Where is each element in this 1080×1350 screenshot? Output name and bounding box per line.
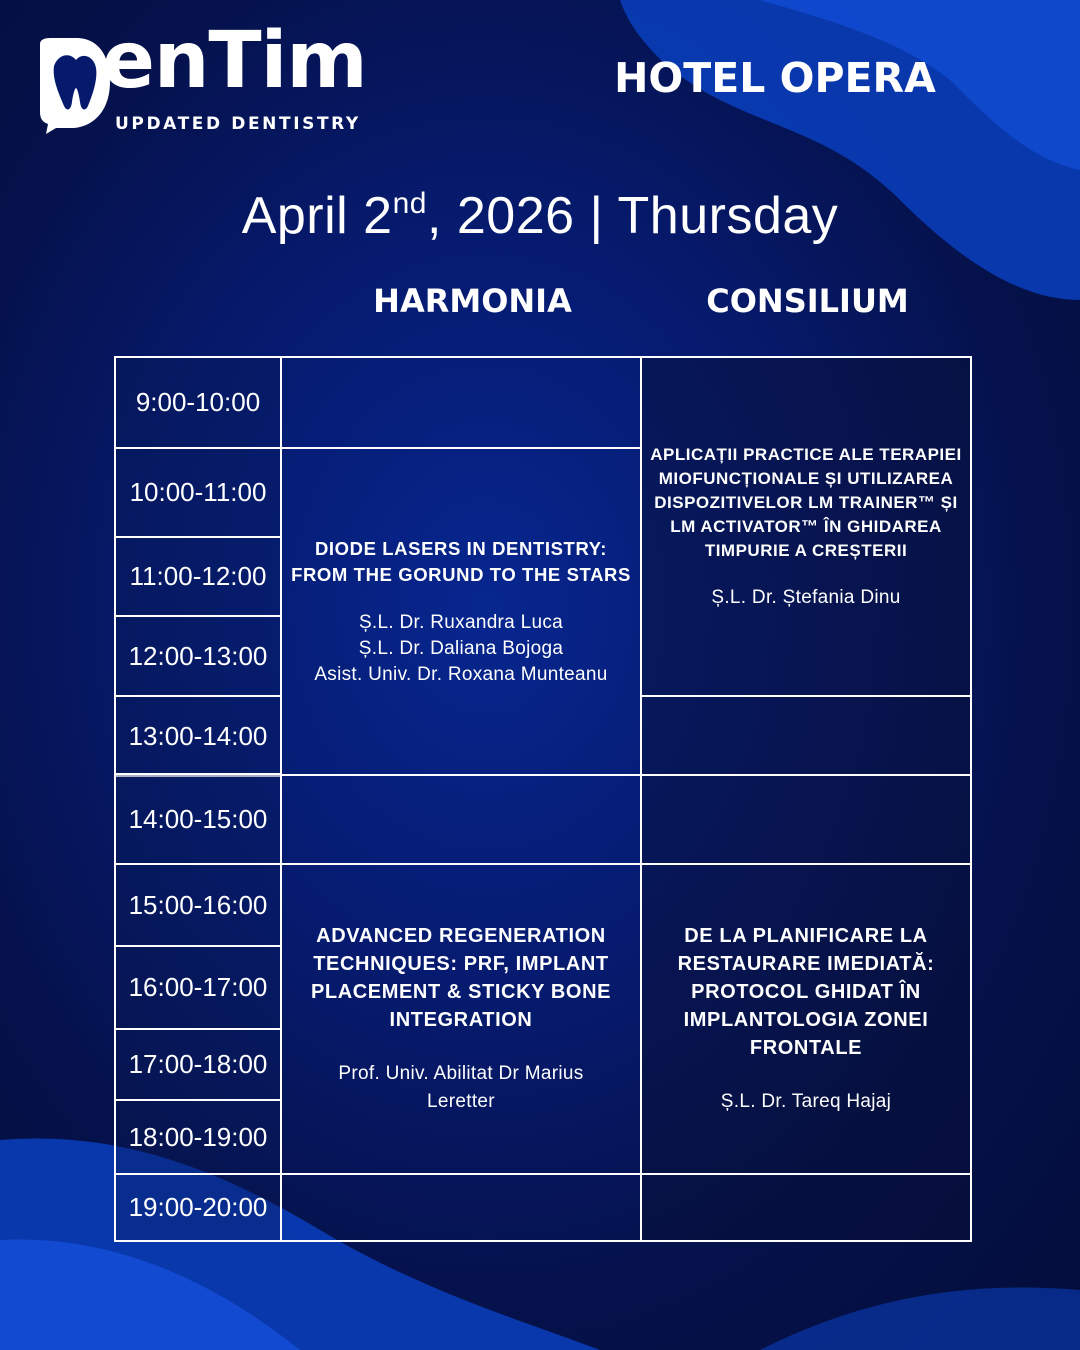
time-slot: 16:00-17:00	[114, 945, 282, 1030]
time-slot: 11:00-12:00	[114, 536, 282, 617]
speaker-name: Ș.L. Dr. Ruxandra Luca	[358, 611, 564, 633]
session-speakers	[711, 585, 900, 611]
speaker-name: Asist. Univ. Dr. Roxana Munteanu	[314, 663, 608, 685]
speaker-name: Ș.L. Dr. Tareq Hajaj	[720, 1091, 892, 1112]
session-harmonia-1	[280, 447, 642, 776]
session-title: DIODE LASERS IN DENTISTRY: FROM THE GORUND TO THE STARS	[291, 537, 631, 585]
time-slot: 18:00-19:00	[114, 1099, 282, 1175]
time-slot: 9:00-10:00	[114, 356, 282, 449]
date-month-day: April 2	[241, 187, 393, 245]
empty-slot-consilium	[640, 774, 972, 865]
time-slot: 15:00-16:00	[114, 863, 282, 947]
time-slot: 19:00-20:00	[114, 1173, 282, 1242]
speaker-name: Prof. Univ. Abilitat Dr Marius Leretter	[338, 1063, 584, 1112]
speaker-name: Ș.L. Dr. Daliana Bojoga	[358, 637, 564, 659]
session-harmonia-2	[280, 863, 642, 1175]
time-slot: 17:00-18:00	[114, 1028, 282, 1101]
empty-slot-consilium	[640, 695, 972, 776]
session-title: ADVANCED REGENERATION TECHNIQUES: PRF, IMPLANT PLACEMENT & STICKY BONE INTEGRATION	[310, 925, 612, 1031]
session-consilium-2	[640, 863, 972, 1175]
empty-slot-harmonia	[280, 1173, 642, 1242]
session-title: DE LA PLANIFICARE LA RESTAURARE IMEDIATĂ: PROTOCOL GHIDAT ÎN IMPLANTOLOGIA ZONEI FRONTALE	[677, 925, 935, 1059]
brand-tagline: UPDATED DENTISTRY	[115, 114, 361, 134]
empty-slot-consilium	[640, 1173, 972, 1242]
time-slot: 13:00-14:00	[114, 695, 282, 777]
speaker-name: Ș.L. Dr. Ștefania Dinu	[711, 586, 901, 608]
dentim-logo	[36, 16, 396, 138]
event-date	[0, 186, 1080, 246]
session-consilium-1	[640, 356, 972, 697]
room-header-consilium: CONSILIUM	[706, 282, 909, 320]
venue-title: HOTEL OPERA	[614, 54, 936, 102]
brand-wordmark: enTim	[102, 16, 367, 106]
time-slot: 12:00-13:00	[114, 615, 282, 697]
room-header-harmonia: HARMONIA	[373, 282, 572, 320]
session-speakers	[721, 1088, 891, 1116]
tooth-icon	[36, 36, 112, 134]
empty-slot-harmonia	[280, 356, 642, 449]
date-ordinal: nd	[392, 187, 427, 220]
session-speakers	[311, 1060, 611, 1116]
date-rest: , 2026 | Thursday	[426, 187, 839, 245]
empty-slot-harmonia	[280, 774, 642, 865]
session-speakers	[314, 610, 607, 688]
time-slot: 14:00-15:00	[114, 773, 282, 865]
session-title: APLICAȚII PRACTICE ALE TERAPIEI MIOFUNCȚIONALE ȘI UTILIZAREA DISPOZITIVELOR LM TRAINER™ ȘI LM ACTIVATOR™ ÎN GHIDAREA TIMPURIE A CREȘTERII	[650, 444, 962, 560]
time-slot: 10:00-11:00	[114, 447, 282, 538]
schedule-grid	[114, 356, 972, 1242]
